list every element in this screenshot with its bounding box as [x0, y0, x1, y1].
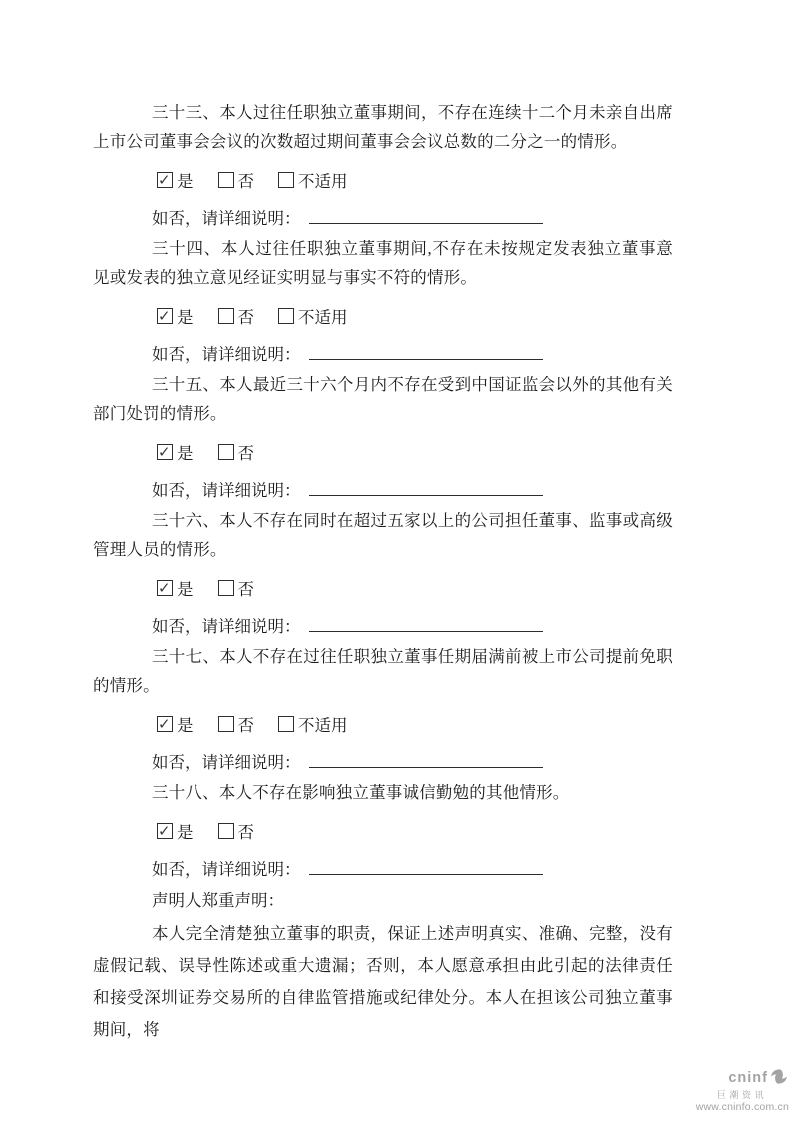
followup-row: [152, 612, 673, 641]
option-label: 不适用: [298, 308, 348, 327]
statement-text: 三十七、本人不存在过往任职独立董事任期届满前被上市公司提前免职的情形。: [93, 647, 673, 695]
option-label: 是: [177, 580, 194, 599]
declaration-form: [93, 97, 673, 1046]
options-row: [157, 439, 673, 468]
option-label: 不适用: [298, 716, 348, 735]
option-是: [157, 303, 194, 332]
followup-blank-line: [309, 627, 543, 632]
option-不适用: [278, 303, 348, 332]
checkbox-checked-icon: [157, 716, 173, 732]
followup-label: 如否，请详细说明：: [152, 860, 301, 879]
option-是: [157, 711, 194, 740]
option-label: 否: [237, 172, 254, 191]
options-row: [157, 818, 673, 847]
option-不适用: [278, 711, 348, 740]
followup-row: [152, 204, 673, 233]
option-否: [218, 711, 255, 740]
option-label: 是: [177, 444, 194, 463]
option-否: [218, 818, 255, 847]
option-label: 是: [177, 716, 194, 735]
checkmark-glyph: ✓: [158, 443, 171, 461]
followup-label: 如否，请详细说明：: [152, 753, 301, 772]
checkbox-unchecked-icon: [218, 444, 234, 460]
followup-blank-line: [309, 491, 543, 496]
option-label: 不适用: [298, 172, 348, 191]
options-row: [157, 575, 673, 604]
checkmark-glyph: ✓: [158, 715, 171, 733]
questionnaire-item: [93, 506, 673, 641]
cninfo-watermark: [696, 1068, 789, 1113]
checkbox-unchecked-icon: [278, 716, 294, 732]
options-row: [157, 711, 673, 740]
checkbox-checked-icon: [157, 308, 173, 324]
options-row: [157, 303, 673, 332]
checkbox-unchecked-icon: [278, 172, 294, 188]
followup-label: 如否，请详细说明：: [152, 209, 301, 228]
questionnaire-item: [93, 778, 673, 884]
option-否: [218, 303, 255, 332]
checkbox-unchecked-icon: [218, 172, 234, 188]
followup-label: 如否，请详细说明：: [152, 345, 301, 364]
option-不适用: [278, 167, 348, 196]
cninfo-brand-text: cninf: [728, 1070, 768, 1087]
checkbox-checked-icon: [157, 172, 173, 188]
followup-row: [152, 748, 673, 777]
followup-blank-line: [309, 870, 543, 875]
statement-text: 三十三、本人过往任职独立董事期间，不存在连续十二个月未亲自出席上市公司董事会会议的次数超过期间董事会会议总数的二分之一的情形。: [93, 103, 673, 151]
questionnaire-sections: [93, 98, 673, 884]
option-label: 是: [177, 823, 194, 842]
cninfo-swirl-icon: [768, 1068, 789, 1089]
option-是: [157, 818, 194, 847]
questionnaire-item: [93, 370, 673, 505]
option-label: 否: [237, 716, 254, 735]
followup-blank-line: [309, 763, 543, 768]
followup-label: 如否，请详细说明：: [152, 481, 301, 500]
cninfo-chinese-name: 巨潮资讯: [716, 1089, 767, 1100]
checkmark-glyph: ✓: [158, 307, 171, 325]
declaration-body: 本人完全清楚独立董事的职责，保证上述声明真实、准确、完整，没有虚假记载、误导性陈述或重大遗漏；否则，本人愿意承担由此引起的法律责任和接受深圳证券交易所的自律监管措施或纪律处分。本人在担该公司独立董事期间，将: [93, 924, 673, 1039]
option-否: [218, 439, 255, 468]
followup-row: [152, 340, 673, 369]
checkbox-unchecked-icon: [278, 308, 294, 324]
checkmark-glyph: ✓: [158, 579, 171, 597]
option-否: [218, 575, 255, 604]
cninfo-brand-row: [696, 1068, 789, 1089]
option-label: 否: [237, 308, 254, 327]
options-row: [157, 167, 673, 196]
statement-text: 三十四、本人过往任职独立董事期间,不存在未按规定发表独立董事意见或发表的独立意见经证实明显与事实不符的情形。: [93, 239, 673, 287]
checkbox-unchecked-icon: [218, 580, 234, 596]
option-是: [157, 167, 194, 196]
followup-row: [152, 855, 673, 884]
declaration-heading: 声明人郑重声明：: [152, 891, 284, 910]
option-是: [157, 439, 194, 468]
checkbox-unchecked-icon: [218, 716, 234, 732]
checkbox-unchecked-icon: [218, 823, 234, 839]
followup-blank-line: [309, 219, 543, 224]
statement-text: 三十五、本人最近三十六个月内不存在受到中国证监会以外的其他有关部门处罚的情形。: [93, 375, 673, 423]
checkbox-checked-icon: [157, 580, 173, 596]
followup-label: 如否，请详细说明：: [152, 617, 301, 636]
followup-row: [152, 476, 673, 505]
followup-blank-line: [309, 355, 543, 360]
statement-text: 三十八、本人不存在影响独立董事诚信勤勉的其他情形。: [152, 783, 570, 802]
option-label: 否: [237, 580, 254, 599]
questionnaire-item: [93, 642, 673, 777]
option-label: 否: [237, 444, 254, 463]
option-label: 否: [237, 823, 254, 842]
statement-text: 三十六、本人不存在同时在超过五家以上的公司担任董事、监事或高级管理人员的情形。: [93, 511, 673, 559]
checkmark-glyph: ✓: [158, 822, 171, 840]
option-label: 是: [177, 172, 194, 191]
checkbox-unchecked-icon: [218, 308, 234, 324]
questionnaire-item: [93, 98, 673, 233]
checkbox-checked-icon: [157, 444, 173, 460]
checkmark-glyph: ✓: [158, 171, 171, 189]
option-是: [157, 575, 194, 604]
questionnaire-item: [93, 234, 673, 369]
checkbox-checked-icon: [157, 823, 173, 839]
cninfo-website: www.cninfo.com.cn: [695, 1100, 789, 1113]
option-label: 是: [177, 308, 194, 327]
option-否: [218, 167, 255, 196]
